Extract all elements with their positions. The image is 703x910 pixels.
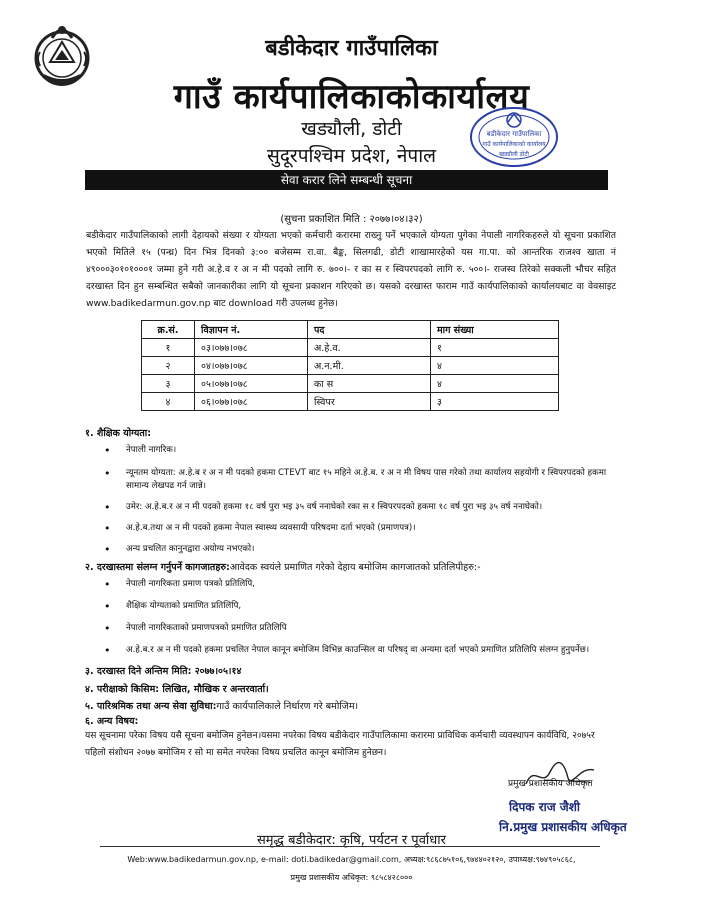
table-row xyxy=(142,357,559,375)
cell-serial: ३ xyxy=(142,375,195,393)
signatory-designation: प्रमुख प्रशासकीय अधिकृत xyxy=(508,779,593,789)
col-ad-no: विज्ञापन नं. xyxy=(195,321,308,339)
table-row xyxy=(142,375,559,393)
col-post: पद xyxy=(308,321,431,339)
cell-post: का स xyxy=(308,375,431,393)
list-item: • नेपाली नागरिक। xyxy=(104,444,614,457)
footer-divider xyxy=(100,846,600,847)
section2-list xyxy=(104,578,614,657)
footer-slogan: समृद्ध बडीकेदार: कृषि, पर्यटन र पूर्वाधार xyxy=(257,833,446,848)
footer-contact: Web:www.badikedarmun.gov.np, e-mail: doti.badikedar@gmail.com, अध्यक्ष:९८६८७५१०६,९७४४०२१२०, उपाध्यक्ष:९७४९०५८६८, xyxy=(127,855,576,864)
cell-ad-no: ०६।०७७।०७८ xyxy=(195,393,308,411)
cell-count: ४ xyxy=(431,357,559,375)
section1-list xyxy=(104,444,614,556)
list-item: • न्यूनतम योग्यता: अ.हे.ब र अ न मी पदको हकमा CTEVT बाट १५ महिने अ.हे.ब. र अ न मी विषय पास गरेको तथा कार्यालय सहयोगी र स्विपरपदको हकमा सामान्य लेखपढ गर्न जान्ने। xyxy=(104,467,614,493)
office-name: गाउँ कार्यपालिकाकोकार्यालय xyxy=(173,77,530,117)
list-item: • उमेर: अ.हे.ब.र अ न मी पदको हकमा १८ वर्ष पुरा भइ ३५ वर्ष ननाघेको रका स र स्विपरपदको हकमा १८ वर्ष पुरा भइ ३५ वर्ष ननाघेको। xyxy=(104,501,614,514)
cell-ad-no: ०५।०७७।०७८ xyxy=(195,375,308,393)
table-row xyxy=(142,393,559,411)
cell-count: ३ xyxy=(431,393,559,411)
col-serial: क्र.सं. xyxy=(142,321,195,339)
cell-serial: १ xyxy=(142,339,195,357)
cell-post: अ.न.मी. xyxy=(308,357,431,375)
table-row xyxy=(142,339,559,357)
section1-title: १. शैक्षिक योग्यता: xyxy=(85,428,152,439)
vacancy-table xyxy=(141,320,559,411)
section5-title: ५. पारिश्रमिक तथा अन्य सेवा सुविधा: xyxy=(85,701,217,712)
signatory-title: नि.प्रमुख प्रशासकीय अधिकृत xyxy=(499,820,627,834)
notice-title-bar: सेवा करार लिने सम्बन्धी सूचना xyxy=(85,170,608,190)
publish-date: (सुचना प्रकाशित मिति : २०७७।०४।३२) xyxy=(280,214,423,225)
footer-ceo-phone: प्रमुख प्रशासकीय अधिकृत: ९८५८४२८००० xyxy=(290,873,413,882)
list-item: • अ.हे.ब.र अ न मी पदको हकमा प्रचलित नेपाल कानून बमोजिम विभिन्न काउन्सिल वा परिषद् वा अन्यमा दर्ता भएको प्रमाणित प्रतिलिपि संलग्न हुनुपर्नेछ। xyxy=(104,644,614,657)
section5-heading xyxy=(85,699,358,712)
cell-serial: ४ xyxy=(142,393,195,411)
stamp-line-3: खड्यौली डोटी xyxy=(499,151,529,158)
section3-deadline: ३. दरखास्त दिने अन्तिम मिति: २०७७।०५।१४ xyxy=(85,666,242,677)
office-stamp xyxy=(468,104,560,170)
municipality-name: बडीकेदार गाउँपालिका xyxy=(265,36,438,61)
section4-exam-type: ४. परीक्षाको किसिम: लिखित, मौखिक र अन्तरवार्ता। xyxy=(85,684,269,695)
section6-title: ६. अन्य विषय: xyxy=(85,716,139,727)
table-header-row xyxy=(142,321,559,339)
list-item: • नेपाली नागरिकताको प्रमाणपत्रको प्रमाणित प्रतिलिपि xyxy=(104,622,614,635)
cell-ad-no: ०३।०७७।०७८ xyxy=(195,339,308,357)
list-item: • अ.हे.ब.तथा अ न मी पदको हकमा नेपाल स्वास्थ्य व्यवसायी परिषदमा दर्ता भएको (प्रमाणपत्र)। xyxy=(104,522,614,535)
cell-serial: २ xyxy=(142,357,195,375)
cell-ad-no: ०४।०७७।०७८ xyxy=(195,357,308,375)
section2-subtitle: आवेदक स्वयंले प्रमाणित गरेको देहाय बमोजिम कागजातको प्रतिलिपीहरु:- xyxy=(229,562,481,573)
section5-text: गाउँ कार्यपालिकाले निर्धारण गरे बमोजिम। xyxy=(216,701,359,712)
cell-post: अ.हे.व. xyxy=(308,339,431,357)
section6-text: यस सूचनामा परेका विषय यसै सूचना बमोजिम हुनेछन।यसमा नपरेका विषय बडीकेदार गाउँपालिकामा करारमा प्राविधिक कर्मचारी व्यवस्थापन कार्यविधि, २०७५र पहिलो संशोधन २०७७ बमोजिम र सो मा समेत नपरेका विषय प्रचलित कानून बमोजिम हुनेछन। xyxy=(85,731,595,758)
cell-post: स्विपर xyxy=(308,393,431,411)
signatory-name: दिपक राज जैशी xyxy=(509,800,580,814)
cell-count: १ xyxy=(431,339,559,357)
section2-title: २. दरखास्तमा संलग्न गर्नुपर्ने कागजातहरु: xyxy=(85,562,230,573)
office-place: खड्यौली, डोटी xyxy=(301,118,402,140)
list-item: • अन्य प्रचलित कानुनद्वारा अयोग्य नभएको। xyxy=(104,543,614,556)
col-count: माग संख्या xyxy=(431,321,559,339)
office-province: सुदूरपश्चिम प्रदेश, नेपाल xyxy=(267,145,436,167)
stamp-line-2: गाउँ कार्यपालिकाको कार्यालय xyxy=(482,141,546,148)
intro-paragraph: बडीकेदार गाउँपालिकाको लागी देहायको संख्या र योग्यता भएको कर्मचारी करारमा राख्नु पर्ने भएकाले योग्यता पुगेका नेपाली नागरिकहरुले यो सूचना प्रकाशित भएको मितिले १५ (पन्ध्र) दिन भित्र दिनको ३:०० बजेसम्म रा.वा. बैङ्क, सिलगढी, डोटी शाखामारहेको यस गा.पा. को आन्तरिक राजश्व खाता नं ४९०००३०१०१०००१ जम्मा हुने गरी अ.हे.व र अ न मी पदको लागि रु. ७००।- र का स र स्विपरपदको लागि रु. ५००।- राजस्व तिरेको सक्कली भौचर सहित दरखास्त दिन हुन सम्बन्धित सबैको जानकारीका लागि यो सूचना प्रकाशन गरिएको छ। यसको दरखास्त फाराम गाउँ कार्यपालिकाको कार्यालयबाट वा वेवसाइट www.badikedarmun.gov.np बाट download गरी उपलब्ध हुनेछ। xyxy=(86,230,616,309)
list-item: • शैक्षिक योग्यताको प्रमाणित प्रतिलिपि, xyxy=(104,600,614,613)
list-item: • नेपाली नागरिकता प्रमाण पत्रको प्रतिलिपि, xyxy=(104,578,614,591)
cell-count: ४ xyxy=(431,375,559,393)
stamp-line-1: बडीकेदार गाउँपालिका xyxy=(486,130,542,138)
section2-heading xyxy=(85,560,481,573)
